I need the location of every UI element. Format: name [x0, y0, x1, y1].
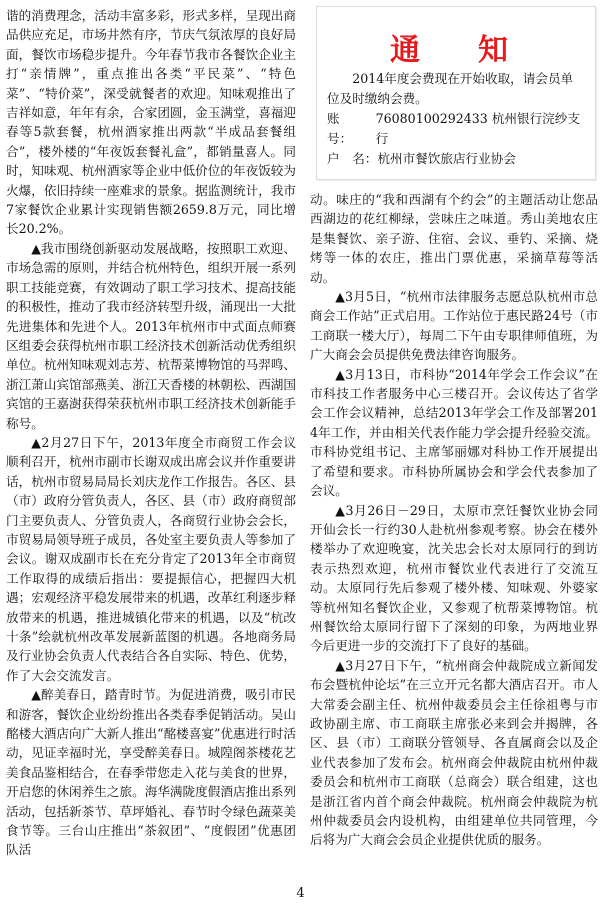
article-paragraph: ▲3月13日，市科协“2014年学会工作会议”在市科技工作者服务中心三楼召开。会议传达了省学会工作会议精神，总结2013年学会工作及部署2014年工作，并由相关代表作能力学会提升经验交流。市科协党组书记、主席邹丽娜对科协工作开展提出了希望和要求。市科协所属协会和学会代表参加了会议。	[310, 366, 598, 499]
article-paragraph: ▲3月26日－29日，太原市烹饪餐饮业协会同开仙会长一行约30人赴杭州参观考察。协会在楼外楼举办了欢迎晚宴，沈关忠会长对太原同行的到访表示热烈欢迎，杭州市餐饮业代表进行了交流互动。太原同行先后参观了楼外楼、知味观、外婆家等杭州知名餐饮企业，又参观了杭帮菜博物馆。杭州餐饮给太原同行留下了深刻的印象，为两地业界今后更进一步的交流打下了良好的基础。	[310, 502, 598, 654]
article-paragraph: 动。味庄的“我和西湖有个约会”的主题活动让您品西湖边的花红柳绿，尝味庄之味道。秀山美地农庄是集餐饮、亲子游、住宿、会议、垂钓、采摘、烧烤等一体的农庄，推出门票优惠，采摘草莓等活动。	[310, 192, 598, 285]
article-paragraph: ▲醉美春日，踏青时节。为促进消费，吸引市民和游客，餐饮企业纷纷推出各类春季促销活动。吴山酩楼大酒店向广大新人推出“酩楼喜宴”优惠进行时活动，见证幸福时光，享受醉美春日。城隍阁茶楼花艺美食品鉴相结合，在春季带您走入花与美食的世界，开启您的休闲养生之旅。海华满陇度假酒店推出系列活动，包括新茶节、草坪婚礼、春节时令绿色蔬菜美食节等。三台山庄推出“茶叙团”、“度假团”优惠团队活	[6, 687, 296, 858]
article-paragraph: ▲我市围绕创新驱动发展战略，按照职工欢迎、市场急需的原则，并结合杭州特色，组织开展一系列职工技能竞赛，有效调动了职工学习技术、提高技能的积极性，推动了我市经济转型升级，涌现出一大批先进集体和先进个人。2013年杭州市中式面点师赛区组委会获得杭州市职工经济技术创新活动优秀组织单位。杭州知味观刘志芳、杭帮菜博物馆的马羿鸣、浙江萧山宾馆部燕美、浙江天香楼的林朝松、西湖国宾馆的王嘉澍获得荣获杭州市职工经济技术创新能手称号。	[6, 240, 296, 431]
notice-text: 2014年度会费现在开始收取，请会员单位及时缴纳会费。	[327, 71, 574, 106]
account-value: 76080100292433 杭州银行浣纱支行	[375, 111, 580, 146]
page-number: 4	[296, 886, 305, 901]
left-column	[6, 6, 296, 860]
account-name-value: 杭州市餐饮旅店行业协会	[377, 151, 516, 166]
article-paragraph: ▲3月5日，“杭州市法律服务志愿总队杭州市总商会工作站”正式启用。工作站位于惠民路24号（市工商联一楼大厅），每周二下午由专职律师值班，为广大商会会员提供免费法律咨询服务。	[310, 289, 598, 363]
article-paragraph: ▲2月27日下午，2013年度全市商贸工作会议顺利召开，杭州市副市长谢双成出席会议并作重要讲话，杭州市贸易局局长刘庆龙作工作报告。各区、县（市）政府分管负责人，各区、县（市）政府商贸部门主要负责人、分管负责人，各商贸行业协会会长，市贸易局领导班子成员，各处室主要负责人等参加了会议。谢双成副市长在充分肯定了2013年全市商贸工作取得的成绩后指出：要提振信心，把握四大机遇；宏观经济平稳发展带来的机遇，改革红利逐步释放带来的机遇，推进城镇化带来的机遇，以及“杭改十条”绘就杭州改革发展新蓝图的机遇。各地商务局及行业协会负责人代表结合各自实际、特色、优势，作了大会交流发言。	[6, 434, 296, 683]
article-paragraph: ▲3月27日下午，“杭州商会仲裁院成立新闻发布会暨杭仲论坛”在三立开元名都大酒店召开。市人大常委会副主任、杭州仲裁委员会主任徐祖粤与市政协副主席、市工商联主席张必来到会并揭牌，各区、县（市）工商联分管领导、各直属商会以及企业代表参加了发布会。杭州商会仲裁院由杭州仲裁委员会和杭州市工商联（总商会）联合组建，这也是浙江省内首个商会仲裁院。杭州商会仲裁院为杭州仲裁委员会内设机构，由组建单位共同管理，今后将为广大商会会员企业提供优质的服务。	[310, 657, 598, 848]
account-label: 账 号：	[327, 111, 353, 146]
right-column	[310, 6, 598, 850]
article-paragraph: 谐的消费理念，活动丰富多彩，形式多样，呈现出商品供应充足，市场井然有序，节庆气氛浓厚的良好局面，餐饮市场稳步提升。今年春节我市各餐饮企业主打“亲情牌”，重点推出各类“平民菜”、“特色菜”、“特价菜”，深受就餐者的欢迎。知味观推出了吉祥如意，年年有余，合家团圆，金玉满堂，喜福迎春等5款套餐，杭州酒家推出两款“半成品套餐组合”，楼外楼的“年夜饭套餐礼盒”，都销量喜人。同时，知味观、杭州酒家等企业中低价位的年夜饭较为火爆，依旧持续一座难求的景象。据监测统计，我市7家餐饮企业累计实现销售额2659.8万元，同比增长20.2%。	[6, 8, 296, 237]
notice-title: 通 知	[390, 33, 522, 68]
account-name-label: 户 名：	[327, 151, 378, 166]
